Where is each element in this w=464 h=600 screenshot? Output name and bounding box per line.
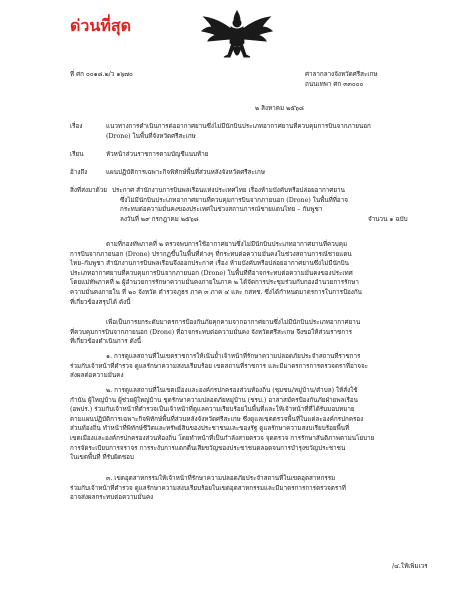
sender-address-line2: ถนนเทพา ศก ๓๓๐๐๐ [305,81,364,88]
paragraph-line: (อพปร.) ร่วมกับเจ้าหน้าที่ตำรวจเป็นเจ้าหน้าที่ดูแลความเรียบร้อยในพื้นที่และให้เจ้าหน้าที่ที่ได้รับมอบหมาย [70,406,355,414]
urgent-label: ด่วนที่สุด [70,16,132,35]
continuation-marker: /๔.ให้เพิ่มเวร [392,563,428,570]
paragraph-line: ร่วมกับเจ้าหน้าที่ตำรวจ ดูแลรักษาความสงบเรียบร้อย เขตสถานที่ราชการ และมีมาตรการการตรวจตราที่อาจจะ [70,362,369,370]
paragraph-line: ในเขตพื้นที่ ที่รับผิดชอบ [70,454,134,462]
paragraph-line: ตามที่กองทัพภาคที่ ๒ ตรวจพบการใช้อากาศยานซึ่งไม่มีนักบินประเภทอากาศยานที่ควบคุม [106,241,348,248]
paragraph-line: ส่วนท้องถิ่น ทำหน้าที่พิทักษ์ชีวิตและทรัพย์สินของประชาชนและของรัฐ ดูแลรักษาความสงบเรียบร้อยพื้นที่ [70,425,350,433]
garuda-emblem-icon [200,9,274,67]
paragraph-line: ที่เกี่ยวข้องดำเนินการ ดังนี้ [70,338,142,346]
paragraph-line: การจัดระเบียบการจราจร การระงับการแตกตื่นเสียขวัญของประชาชนตลอดจนการบำรุงขวัญประชาชน [70,444,346,452]
attachment-text [112,186,348,224]
paragraph-line: เพื่อเป็นการยกระดับมาตรการป้องกันภัยคุกคามจากอากาศยานซึ่งไม่มีนักบินประเภทอากาศยาน [106,319,361,326]
body-paragraph [70,318,422,347]
paragraph-line: อาจส่งผลกระทบต่อความมั่นคง [70,494,154,502]
paragraph-line: ๑. การดูแลสถานที่ในเขตราชการให้เน้นย้ำเจ้าหน้าที่รักษาความปลอดภัยประจำสถานที่ราชการ [106,353,361,360]
paragraph-line: ไทย–กัมพูชา สำนักงานการบินพลเรือนจึงออกประกาศ เรื่อง ห้ามบังคับหรือปล่อยอากาศยานซึ่งไม่มีนักบิน [70,260,349,268]
body-paragraph [70,386,422,463]
subject-line: แนวทางการดำเนินการต่ออากาศยานซึ่งไม่มีนักบินประเภทอากาศยานที่ควบคุมการบินจากภายนอก [106,123,371,130]
paragraph-line: โดยแม่ทัพภาคที่ ๒ ผู้อำนวยการรักษาความมั่นคงภายในภาค ๒ ได้จัดการประชุมร่วมกับกองอำนวยการรักษา [70,279,359,287]
document-number: ที่ ศก ๐๐๑๘.๒/ว ๑๖๗๐ [70,71,133,78]
body-paragraph [70,240,422,307]
paragraph-line: ตามแผนปฏิบัติการเฉพาะกิจพิทักษ์พื้นที่ส่วนหลังจังหวัดศรีสะเกษ ซึ่งดูแลเขตตรวจพื้นที่ในแต่ละองค์กรปกครอง [70,415,364,423]
attachment-line: กระทบต่อความมั่นคงของประเทศในช่วงสถานการณ์ชายแดนไทย – กัมพูชา [120,206,323,214]
reference-label: อ้างถึง [70,169,88,176]
paragraph-line: ความมั่นคงภายใน ที่ ๒๐ จังหวัด ตำรวจภูธร ภาค ๓ ภาค ๔ และ กสทช. ซึ่งได้กำหนดมาตรการในการป้องกัน [70,288,362,296]
subject-line: (Drone) ในพื้นที่จังหวัดศรีสะเกษ [106,132,196,140]
attachment-row [70,186,420,226]
paragraph-line: ประเภทอากาศยานที่ควบคุมการบินจากภายนอก (Drone) ในพื้นที่ที่อาจกระทบต่อความมั่นคงของประเทศ [70,269,353,277]
recipient-label: เรียน [70,151,84,158]
body-paragraph [70,474,422,503]
attachment-line: ซึ่งไม่มีนักบินประเภทอากาศยานที่ควบคุมการบินจากภายนอก (Drone) ในพื้นที่ที่อาจ [120,196,348,204]
paragraph-line: ๒. การดูแลสถานที่ในเขตเมืองและองค์กรปกครองส่วนท้องถิ่น (ชุมชน/หมู่บ้าน/ตำบล) ให้สั่งใช้ [106,387,358,394]
paragraph-line: การบินจากภายนอก (Drone) ปรากฏขึ้นในพื้นที่ต่างๆ ที่กระทบต่อความมั่นคงในช่วงสถานการณ์ชายแดน [70,250,352,258]
attachment-count: จำนวน ๑ ฉบับ [368,215,408,223]
attachment-label: สิ่งที่ส่งมาด้วย [70,187,107,194]
paragraph-line: เขตเมืองและองค์กรปกครองส่วนท้องถิ่น โดยทำหน้าที่เป็นกำลังสายตรวจ จุดตรวจ การรักษาสันติภาพตามนโยบาย [70,434,375,442]
paragraph-line: ที่เกี่ยวข้องสรุปได้ ดังนี้ [70,298,131,306]
paragraph-line: ร่วมกับเจ้าหน้าที่ตำรวจ ดูแลรักษาความสงบเรียบร้อยในเขตอุตสาหกรรมและมีมาตรการการตรวจตราที่ [70,484,346,492]
reference-text: แผนปฏิบัติการเฉพาะกิจพิทักษ์พื้นที่ส่วนหลังจังหวัดศรีสะเกษ [106,169,266,176]
paragraph-line: กำนัน ผู้ใหญ่บ้าน ผู้ช่วยผู้ใหญ่บ้าน ชุดรักษาความปลอดภัยหมู่บ้าน (ชรบ.) อาสาสมัครป้องกันภัยฝ่ายพลเรือน [70,396,358,404]
paragraph-line: ส่งผลต่อความมั่นคง [70,372,124,380]
attachment-line: ประกาศ สำนักงานการบินพลเรือนแห่งประเทศไทย เรื่องห้ามบังคับหรือปล่อยอากาศยาน [112,187,345,194]
document-date: ๒ สิงหาคม ๒๕๖๘ [255,105,304,112]
recipient-text: หัวหน้าส่วนราชการตามบัญชีแนบท้าย [106,151,209,158]
subject-text [106,122,371,141]
subject-label: เรื่อง [70,123,83,130]
sender-address-line1: ศาลากลางจังหวัดศรีสะเกษ [305,71,378,78]
body-paragraph [70,352,422,381]
attachment-line: ลงวันที่ ๒๙ กรกฎาคม ๒๕๖๘ [120,215,199,223]
paragraph-line: ๓. เขตอุตสาหกรรมให้เจ้าหน้าที่รักษาความปลอดภัยประจำสถานที่ในเขตอุตสาหกรรม [106,475,336,482]
paragraph-line: ที่ควบคุมการบินจากภายนอก (Drone) ที่อาจกระทบต่อความมั่นคง จังหวัดศรีสะเกษ จึงขอให้ส่วนราชการ [70,328,353,336]
